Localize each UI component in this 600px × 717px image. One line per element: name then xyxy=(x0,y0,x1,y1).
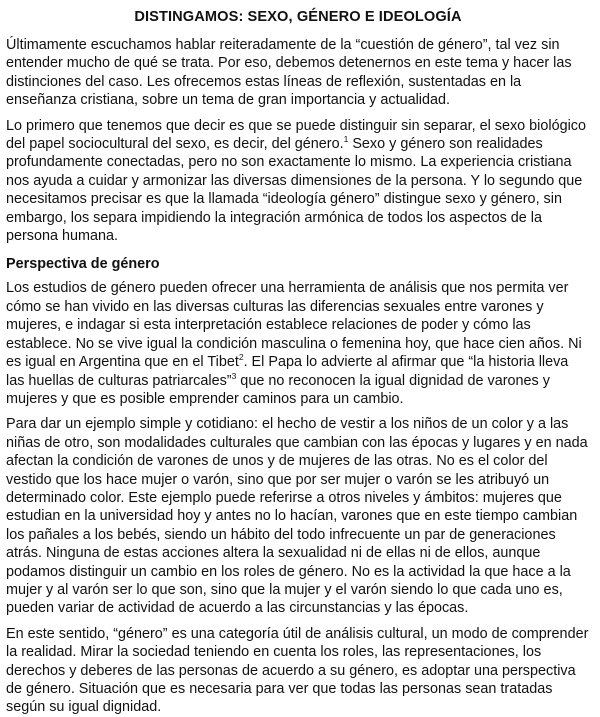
paragraph-conclusion: En este sentido, “género” es una categoría útil de análisis cultural, un modo de comprender la realidad. Mirar la sociedad teniendo en cuenta los roles, las representaciones, los derechos y deberes de las personas de acuerdo a su género, es adoptar una perspectiva de género. Situación que es necesaria para ver que todas las personas sean tratadas según su igual dignidad. xyxy=(6,625,589,716)
paragraph-text: Lo primero que tenemos que decir es que se puede distinguir sin separar, el sexo biológico del papel sociocultural del sexo, es decir, del género. xyxy=(6,117,586,153)
section-heading: Perspectiva de género xyxy=(6,256,160,273)
footnote-ref-3: 3 xyxy=(231,370,237,381)
paragraph-text: Los estudios de género pueden ofrecer una herramienta de análisis que nos permita ver cómo se han vivido en las diversas culturas las diferencias sexuales entre varones y mujeres, e indagar si esta interpretación establece relaciones de poder y cómo las establece. No se vive igual la condición masculina o femenina hoy, que hace cien años. Ni es igual en Argentina que en el Tibet xyxy=(6,280,582,371)
footnote-ref-1: 1 xyxy=(343,134,349,145)
footnote-ref-2: 2 xyxy=(238,352,244,363)
paragraph-text: . El Papa lo advierte al afirmar que “la historia lleva las huellas de culturas patriarcales” xyxy=(6,354,569,389)
paragraph-text: Sexo y género son realidades profundamente conectadas, pero no son exactamente lo mismo. La experiencia cristiana nos ayuda a cuidar y armonizar las diversas dimensiones de la persona. Y lo segundo que necesitamos precisar es que la llamada “ideología género” distingue sexo y género, sin embargo, los separa impidiendo la integración armónica de todos los aspectos de la persona humana. xyxy=(6,136,583,245)
paragraph-intro: Últimamente escuchamos hablar reiteradamente de la “cuestión de género”, tal vez sin entender mucho de qué se trata. Por eso, debemos detenernos en este tema y hacer las distinciones del caso. Les ofrecemos estas líneas de reflexión, sustentadas en la enseñanza cristiana, sobre un tema de gran importancia y actualidad. xyxy=(6,37,572,109)
paragraph-text: que no reconocen la igual dignidad de varones y mujeres y que es posible emprender caminos para un cambio. xyxy=(6,372,550,407)
page-title: DISTINGAMOS: SEXO, GÉNERO E IDEOLOGÍA xyxy=(134,9,462,25)
paragraph-gender-studies xyxy=(6,279,590,408)
paragraph-example: Para dar un ejemplo simple y cotidiano: el hecho de vestir a los niños de un color y a las niñas de otro, son modalidades culturales que cambian con las épocas y lugares y en nada afectan la condición de varones de unos y de mujeres de las otras. No es el color del vestido que los hace mujer o varón, sino que por ser mujer o varón se les atribuyó un determinado color. Este ejemplo puede referirse a otros niveles y ámbitos: mujeres que estudian en la universidad hoy y antes no lo hacían, varones que en este tiempo cambian los pañales a los bebés, siendo un hábito del todo infrecuente un par de generaciones atrás. Ninguna de estas acciones altera la sexualidad ni de ellas ni de ellos, aunque podamos distinguir un cambio en los roles de género. No es la actividad la que hace a la mujer y al varón ser lo que son, sino que la mujer y el varón siendo lo que cada uno es, pueden variar de actividad de acuerdo a las circunstancias y las épocas. xyxy=(6,416,588,617)
paragraph-sex-gender-distinction xyxy=(6,117,590,246)
